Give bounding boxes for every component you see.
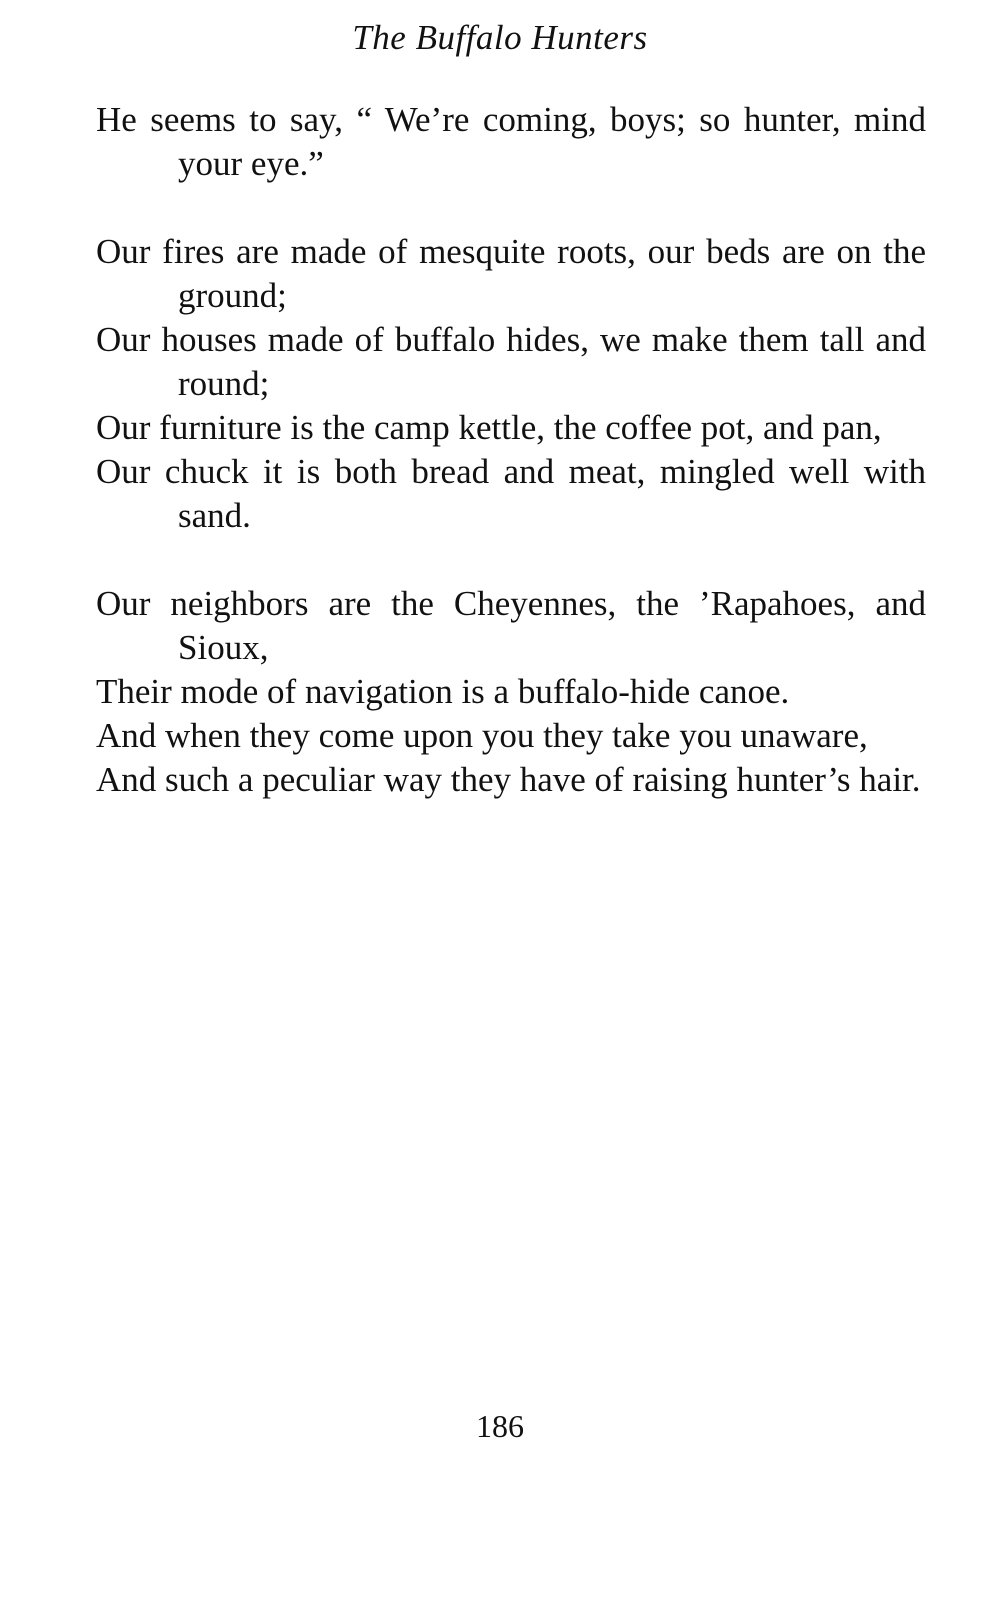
running-head: The Buffalo Hunters bbox=[352, 18, 648, 57]
verse-line: Their mode of navigation is a buffalo-hide canoe. bbox=[96, 672, 790, 711]
verse-line: And such a peculiar way they have of raising hunter’s hair. bbox=[96, 760, 921, 799]
stanza-2 bbox=[96, 230, 926, 538]
verse-line: Our chuck it is both bread and meat, mingled well with sand. bbox=[96, 452, 926, 535]
page-number: 186 bbox=[476, 1408, 524, 1444]
verse-line: And when they come upon you they take you unaware, bbox=[96, 716, 868, 755]
poem-body bbox=[96, 98, 926, 802]
verse-line: Our neighbors are the Cheyennes, the ’Rapahoes, and Sioux, bbox=[96, 584, 926, 667]
verse-line: Our houses made of buffalo hides, we make them tall and round; bbox=[96, 320, 926, 403]
stanza-3 bbox=[96, 582, 926, 802]
stanza-1 bbox=[96, 98, 926, 186]
verse-line: Our fires are made of mesquite roots, our beds are on the ground; bbox=[96, 232, 926, 315]
verse-line: Our furniture is the camp kettle, the coffee pot, and pan, bbox=[96, 408, 882, 447]
verse-line: He seems to say, “ We’re coming, boys; so hunter, mind your eye.” bbox=[96, 100, 926, 183]
